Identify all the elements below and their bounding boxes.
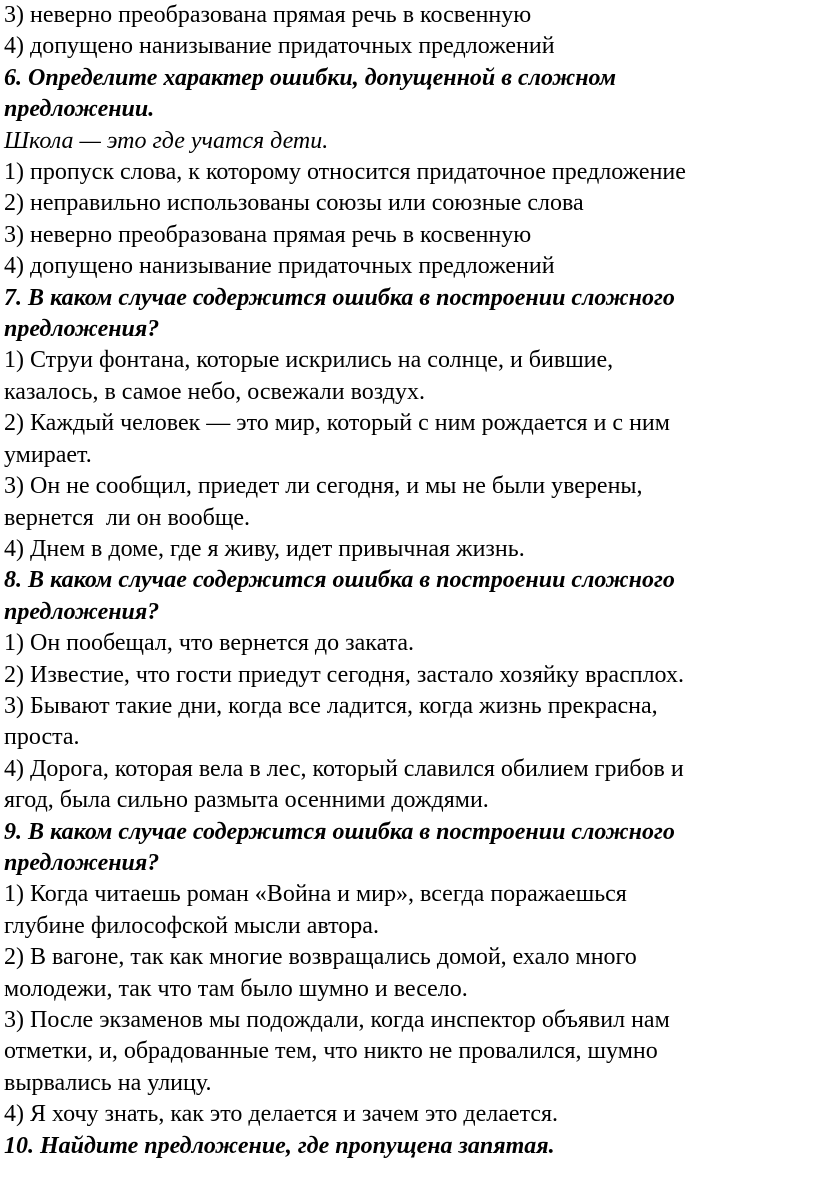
option-line: 2) Каждый человек — это мир, который с ним рождается и с ним	[4, 410, 670, 437]
option-line: 4) Я хочу знать, как это делается и зачем это делается.	[4, 1101, 559, 1128]
question-heading: 7. В каком случае содержится ошибка в построении сложного	[4, 284, 675, 311]
option-line: умирает.	[4, 441, 92, 468]
option-line: 4) допущено нанизывание придаточных предложений	[4, 33, 555, 60]
option-line: 1) Он пообещал, что вернется до заката.	[4, 630, 415, 657]
option-line: 4) Дорога, которая вела в лес, который славился обилием грибов и	[4, 755, 684, 782]
option-line: 2) В вагоне, так как многие возвращались домой, ехало много	[4, 944, 637, 971]
question-heading: 6. Определите характер ошибки, допущенной в сложном	[4, 64, 617, 91]
example-sentence: Школа — это где учатся дети.	[4, 127, 329, 154]
option-line: ягод, была сильно размыта осенними дождями.	[4, 787, 489, 814]
question-heading: 9. В каком случае содержится ошибка в построении сложного	[4, 818, 675, 845]
question-heading: предложения?	[4, 598, 160, 625]
option-line: 3) Бывают такие дни, когда все ладится, когда жизнь прекрасна,	[4, 692, 658, 719]
question-heading: предложении.	[4, 96, 155, 123]
option-line: казалось, в самое небо, освежали воздух.	[4, 378, 426, 405]
option-line: вырвались на улицу.	[4, 1069, 212, 1096]
option-line: вернется ли он вообще.	[4, 504, 250, 531]
question-heading: предложения?	[4, 849, 160, 876]
option-line: 1) Струи фонтана, которые искрились на солнце, и бившие,	[4, 347, 614, 374]
option-line: 2) Известие, что гости приедут сегодня, застало хозяйку врасплох.	[4, 661, 684, 688]
option-line: 4) допущено нанизывание придаточных предложений	[4, 253, 555, 280]
option-line: 1) пропуск слова, к которому относится придаточное предложение	[4, 159, 686, 186]
question-heading: 8. В каком случае содержится ошибка в построении сложного	[4, 567, 675, 594]
question-heading: 10. Найдите предложение, где пропущена запятая.	[4, 1132, 555, 1159]
question-heading: предложения?	[4, 316, 160, 343]
option-line: 1) Когда читаешь роман «Война и мир», всегда поражаешься	[4, 881, 627, 908]
option-line: 3) После экзаменов мы подождали, когда инспектор объявил нам	[4, 1007, 670, 1033]
option-line: 2) неправильно использованы союзы или союзные слова	[4, 190, 584, 217]
option-line: 3) неверно преобразована прямая речь в косвенную	[4, 221, 532, 248]
option-line: отметки, и, обрадованные тем, что никто не провалился, шумно	[4, 1038, 658, 1065]
option-line: 3) Он не сообщил, приедет ли сегодня, и мы не были уверены,	[4, 473, 643, 500]
document-page	[4, 0, 812, 1162]
option-line: проста.	[4, 724, 80, 751]
option-line: 4) Днем в доме, где я живу, идет привычная жизнь.	[4, 535, 525, 562]
option-line: глубине философской мысли автора.	[4, 912, 379, 939]
option-line: молодежи, так что там было шумно и весело.	[4, 975, 468, 1002]
option-line: 3) неверно преобразована прямая речь в косвенную	[4, 2, 532, 28]
